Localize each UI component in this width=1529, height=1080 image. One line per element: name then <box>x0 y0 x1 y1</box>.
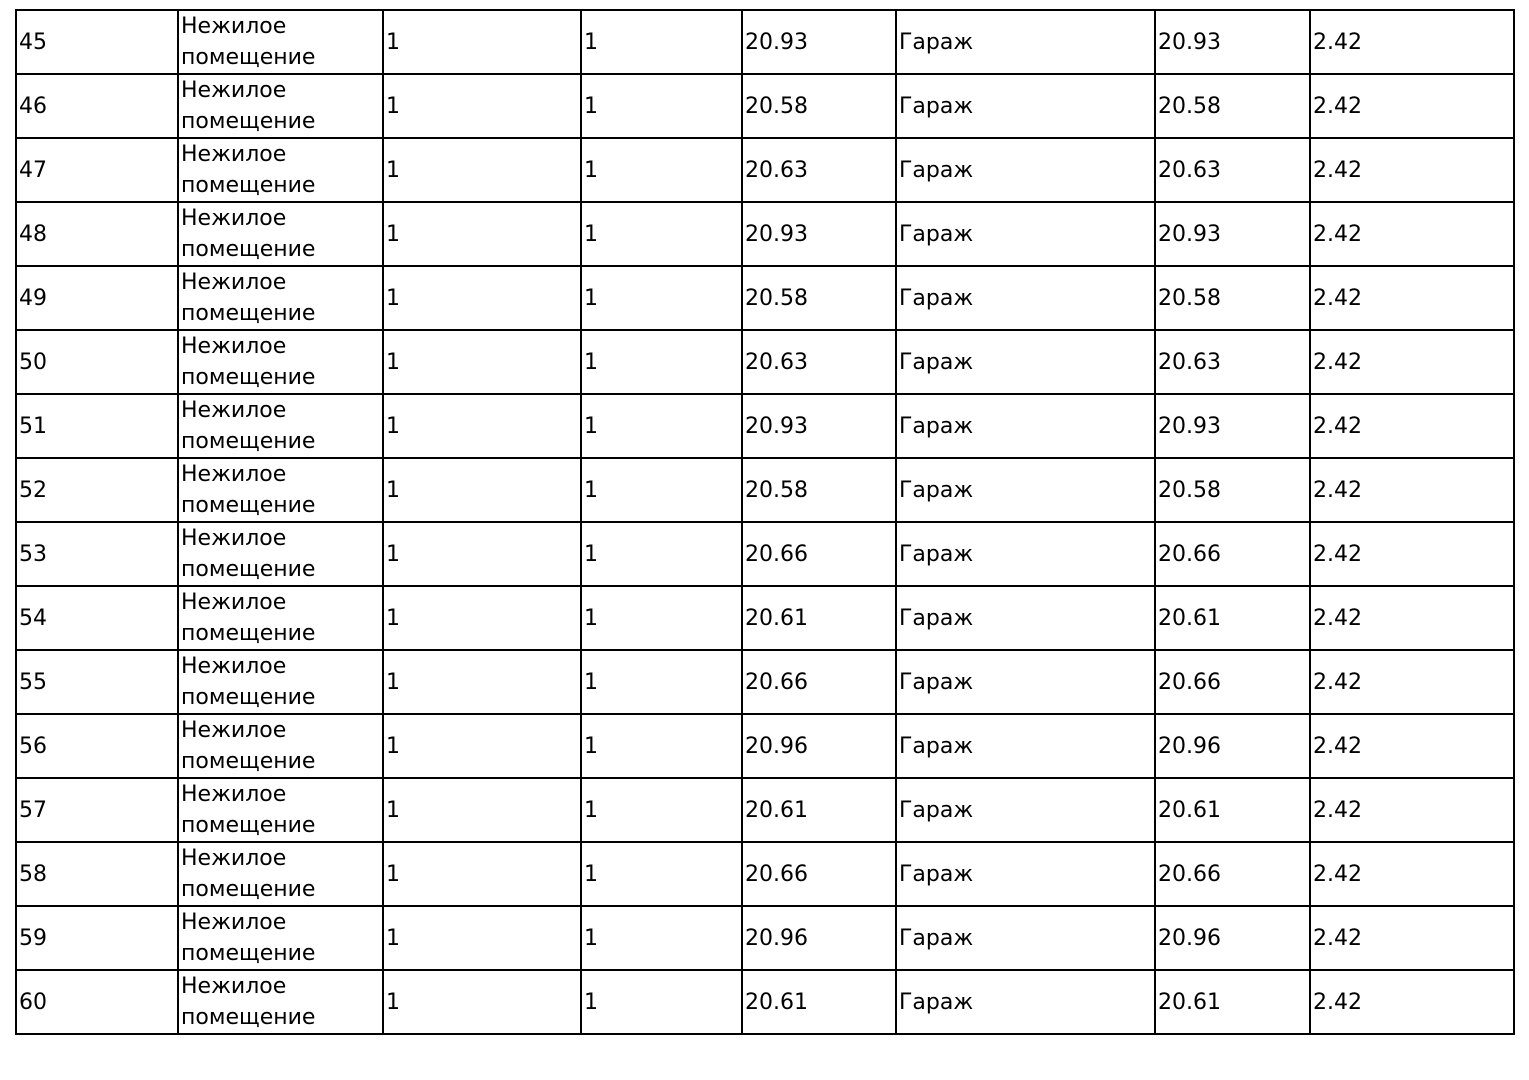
count-cell-a: 1 <box>383 10 581 74</box>
area-cell: 20.96 <box>742 906 896 970</box>
row-number-cell: 58 <box>16 842 178 906</box>
area-total-cell: 20.93 <box>1155 10 1310 74</box>
height-cell: 2.42 <box>1310 714 1514 778</box>
purpose-cell: Гараж <box>896 586 1155 650</box>
area-total-cell: 20.63 <box>1155 138 1310 202</box>
purpose-cell: Гараж <box>896 522 1155 586</box>
purpose-cell: Гараж <box>896 842 1155 906</box>
count-cell-a: 1 <box>383 202 581 266</box>
count-cell-b: 1 <box>581 10 742 74</box>
area-total-cell: 20.66 <box>1155 650 1310 714</box>
table-row <box>16 842 1514 906</box>
area-cell: 20.66 <box>742 842 896 906</box>
count-cell-a: 1 <box>383 266 581 330</box>
area-total-cell: 20.96 <box>1155 906 1310 970</box>
height-cell: 2.42 <box>1310 458 1514 522</box>
height-cell: 2.42 <box>1310 842 1514 906</box>
area-cell: 20.63 <box>742 330 896 394</box>
count-cell-b: 1 <box>581 842 742 906</box>
table-row <box>16 970 1514 1034</box>
table-row <box>16 778 1514 842</box>
area-total-cell: 20.58 <box>1155 266 1310 330</box>
purpose-cell: Гараж <box>896 266 1155 330</box>
purpose-cell: Гараж <box>896 714 1155 778</box>
premises-type-cell: Нежилое помещение <box>178 458 383 522</box>
count-cell-b: 1 <box>581 906 742 970</box>
premises-type-cell: Нежилое помещение <box>178 394 383 458</box>
row-number-cell: 54 <box>16 586 178 650</box>
table-row <box>16 522 1514 586</box>
count-cell-a: 1 <box>383 778 581 842</box>
area-cell: 20.61 <box>742 778 896 842</box>
row-number-cell: 59 <box>16 906 178 970</box>
row-number-cell: 52 <box>16 458 178 522</box>
purpose-cell: Гараж <box>896 650 1155 714</box>
area-total-cell: 20.63 <box>1155 330 1310 394</box>
row-number-cell: 46 <box>16 74 178 138</box>
count-cell-b: 1 <box>581 714 742 778</box>
premises-type-cell: Нежилое помещение <box>178 74 383 138</box>
table-row <box>16 906 1514 970</box>
area-total-cell: 20.61 <box>1155 778 1310 842</box>
count-cell-b: 1 <box>581 74 742 138</box>
row-number-cell: 49 <box>16 266 178 330</box>
count-cell-b: 1 <box>581 266 742 330</box>
area-cell: 20.93 <box>742 202 896 266</box>
premises-table <box>15 9 1515 1035</box>
purpose-cell: Гараж <box>896 906 1155 970</box>
table-row <box>16 74 1514 138</box>
count-cell-b: 1 <box>581 330 742 394</box>
table-row <box>16 10 1514 74</box>
height-cell: 2.42 <box>1310 970 1514 1034</box>
height-cell: 2.42 <box>1310 522 1514 586</box>
row-number-cell: 51 <box>16 394 178 458</box>
table-row <box>16 650 1514 714</box>
purpose-cell: Гараж <box>896 330 1155 394</box>
table-row <box>16 266 1514 330</box>
count-cell-b: 1 <box>581 394 742 458</box>
table-row <box>16 458 1514 522</box>
height-cell: 2.42 <box>1310 906 1514 970</box>
area-total-cell: 20.66 <box>1155 842 1310 906</box>
area-total-cell: 20.93 <box>1155 202 1310 266</box>
premises-type-cell: Нежилое помещение <box>178 650 383 714</box>
count-cell-b: 1 <box>581 650 742 714</box>
row-number-cell: 47 <box>16 138 178 202</box>
area-cell: 20.58 <box>742 266 896 330</box>
count-cell-b: 1 <box>581 522 742 586</box>
purpose-cell: Гараж <box>896 10 1155 74</box>
area-total-cell: 20.61 <box>1155 586 1310 650</box>
row-number-cell: 55 <box>16 650 178 714</box>
premises-type-cell: Нежилое помещение <box>178 522 383 586</box>
table-row <box>16 586 1514 650</box>
area-total-cell: 20.61 <box>1155 970 1310 1034</box>
purpose-cell: Гараж <box>896 778 1155 842</box>
count-cell-a: 1 <box>383 970 581 1034</box>
count-cell-a: 1 <box>383 586 581 650</box>
height-cell: 2.42 <box>1310 586 1514 650</box>
count-cell-b: 1 <box>581 586 742 650</box>
count-cell-a: 1 <box>383 842 581 906</box>
count-cell-b: 1 <box>581 202 742 266</box>
area-total-cell: 20.96 <box>1155 714 1310 778</box>
purpose-cell: Гараж <box>896 394 1155 458</box>
count-cell-a: 1 <box>383 138 581 202</box>
height-cell: 2.42 <box>1310 266 1514 330</box>
row-number-cell: 60 <box>16 970 178 1034</box>
area-cell: 20.61 <box>742 586 896 650</box>
table-body <box>16 10 1514 1034</box>
area-total-cell: 20.58 <box>1155 458 1310 522</box>
row-number-cell: 50 <box>16 330 178 394</box>
premises-type-cell: Нежилое помещение <box>178 202 383 266</box>
count-cell-b: 1 <box>581 970 742 1034</box>
purpose-cell: Гараж <box>896 458 1155 522</box>
count-cell-a: 1 <box>383 394 581 458</box>
table-row <box>16 330 1514 394</box>
area-cell: 20.96 <box>742 714 896 778</box>
table-row <box>16 138 1514 202</box>
premises-type-cell: Нежилое помещение <box>178 714 383 778</box>
row-number-cell: 45 <box>16 10 178 74</box>
premises-type-cell: Нежилое помещение <box>178 266 383 330</box>
premises-type-cell: Нежилое помещение <box>178 10 383 74</box>
count-cell-b: 1 <box>581 778 742 842</box>
area-total-cell: 20.58 <box>1155 74 1310 138</box>
count-cell-a: 1 <box>383 714 581 778</box>
count-cell-a: 1 <box>383 458 581 522</box>
height-cell: 2.42 <box>1310 74 1514 138</box>
height-cell: 2.42 <box>1310 10 1514 74</box>
count-cell-a: 1 <box>383 522 581 586</box>
premises-type-cell: Нежилое помещение <box>178 586 383 650</box>
height-cell: 2.42 <box>1310 650 1514 714</box>
count-cell-b: 1 <box>581 138 742 202</box>
area-cell: 20.93 <box>742 394 896 458</box>
premises-type-cell: Нежилое помещение <box>178 138 383 202</box>
count-cell-a: 1 <box>383 330 581 394</box>
row-number-cell: 56 <box>16 714 178 778</box>
count-cell-a: 1 <box>383 74 581 138</box>
count-cell-a: 1 <box>383 650 581 714</box>
premises-type-cell: Нежилое помещение <box>178 842 383 906</box>
area-cell: 20.66 <box>742 650 896 714</box>
area-cell: 20.58 <box>742 74 896 138</box>
height-cell: 2.42 <box>1310 138 1514 202</box>
premises-type-cell: Нежилое помещение <box>178 970 383 1034</box>
height-cell: 2.42 <box>1310 330 1514 394</box>
premises-type-cell: Нежилое помещение <box>178 330 383 394</box>
purpose-cell: Гараж <box>896 970 1155 1034</box>
table-row <box>16 202 1514 266</box>
premises-type-cell: Нежилое помещение <box>178 778 383 842</box>
area-total-cell: 20.93 <box>1155 394 1310 458</box>
area-cell: 20.93 <box>742 10 896 74</box>
table-row <box>16 394 1514 458</box>
area-cell: 20.58 <box>742 458 896 522</box>
purpose-cell: Гараж <box>896 202 1155 266</box>
area-cell: 20.66 <box>742 522 896 586</box>
area-total-cell: 20.66 <box>1155 522 1310 586</box>
purpose-cell: Гараж <box>896 74 1155 138</box>
row-number-cell: 53 <box>16 522 178 586</box>
row-number-cell: 48 <box>16 202 178 266</box>
height-cell: 2.42 <box>1310 394 1514 458</box>
area-cell: 20.63 <box>742 138 896 202</box>
table-row <box>16 714 1514 778</box>
premises-type-cell: Нежилое помещение <box>178 906 383 970</box>
count-cell-b: 1 <box>581 458 742 522</box>
height-cell: 2.42 <box>1310 778 1514 842</box>
count-cell-a: 1 <box>383 906 581 970</box>
purpose-cell: Гараж <box>896 138 1155 202</box>
height-cell: 2.42 <box>1310 202 1514 266</box>
area-cell: 20.61 <box>742 970 896 1034</box>
row-number-cell: 57 <box>16 778 178 842</box>
